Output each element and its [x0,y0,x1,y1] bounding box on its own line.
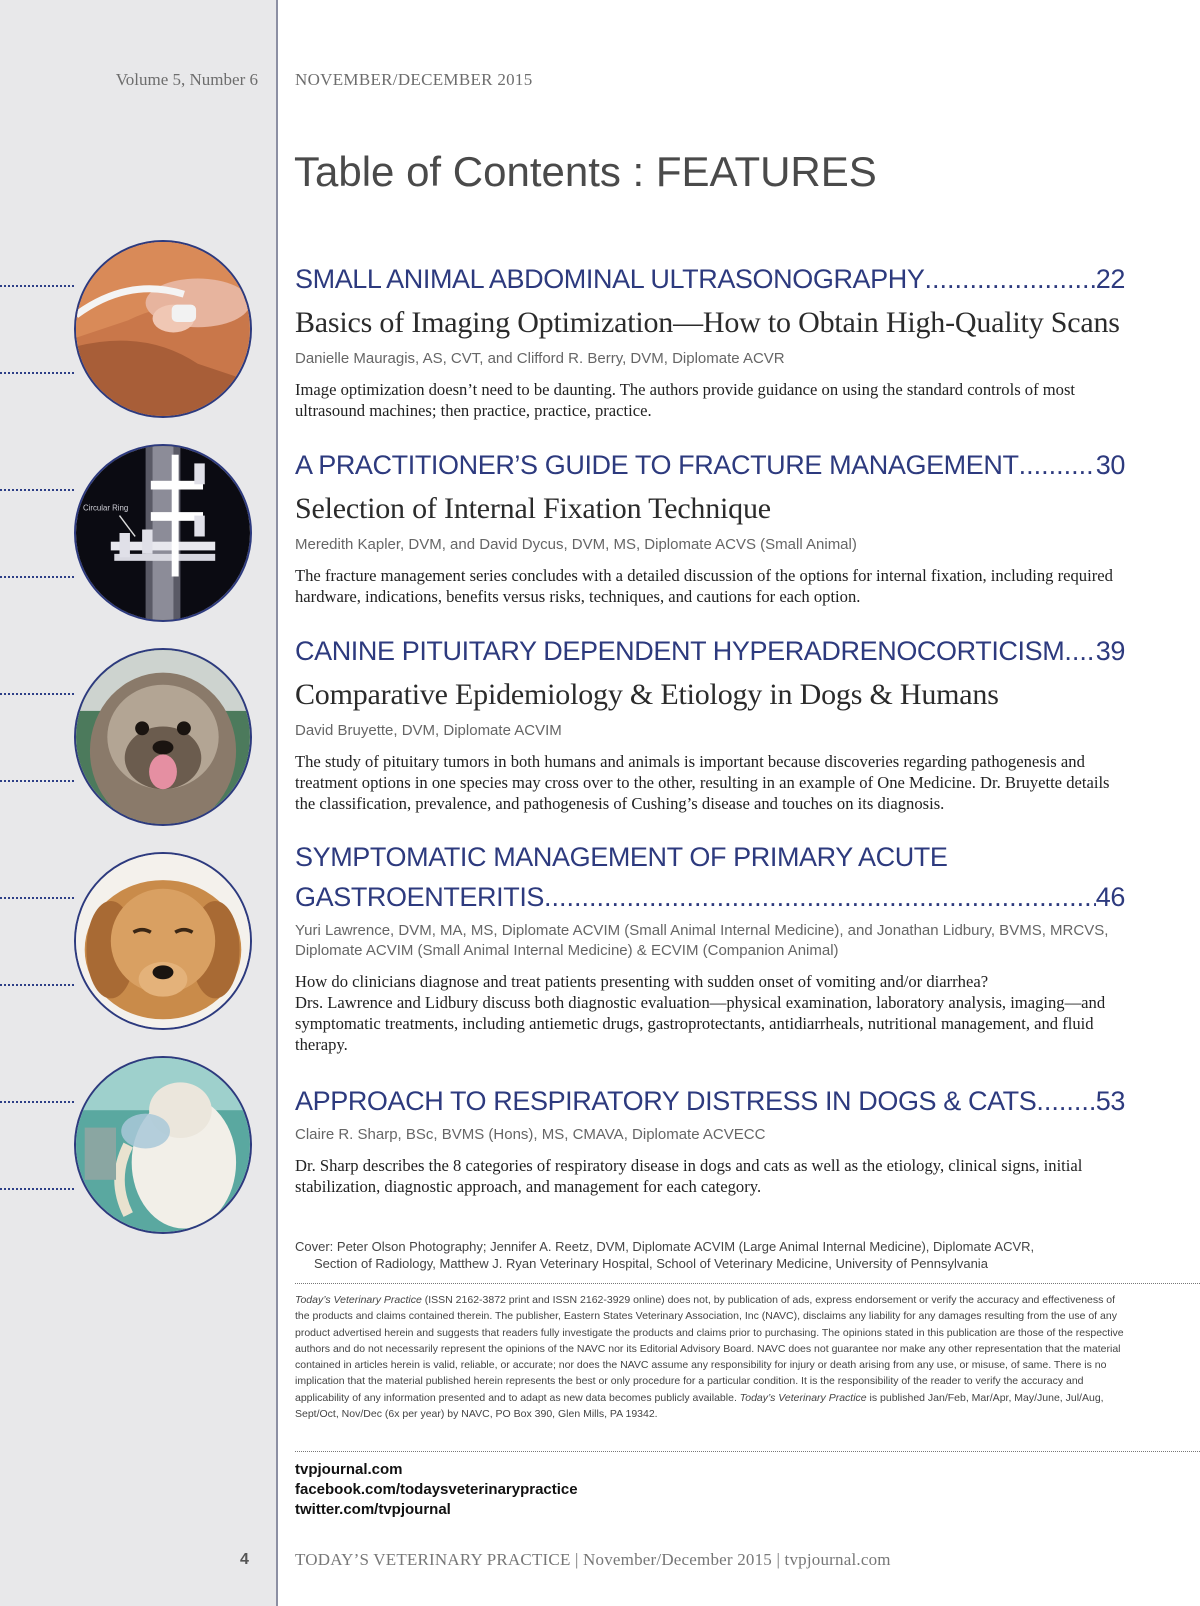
page-number: 30 [1095,450,1125,480]
toc-article[interactable] [295,631,1125,814]
article-title[interactable]: GASTROENTERITIS [295,882,545,912]
article-heading[interactable] [295,259,1125,299]
toc-article[interactable] [295,1081,1125,1197]
xray-label: Circular Ring [82,503,129,513]
sidebar-dotted-line [0,693,74,695]
twitter-link[interactable]: twitter.com/tvpjournal [295,1501,451,1518]
issue-date: NOVEMBER/DECEMBER 2015 [295,70,533,89]
article-authors: Meredith Kapler, DVM, and David Dycus, DVM, MS, Diplomate ACVS (Small Animal) [295,536,857,553]
website-link[interactable]: tvpjournal.com [295,1461,403,1478]
sidebar-dotted-line [0,372,74,374]
journal-name: Today’s Veterinary Practice [295,1294,422,1306]
dot-leader [1019,445,1096,485]
article-subtitle: Basics of Imaging Optimization—How to Obtain High-Quality Scans [295,306,1120,339]
sidebar-dotted-line [0,1188,74,1190]
article-description: The fracture management series concludes with a detailed discussion of the options for internal fixation, including required hardware, indications, benefits versus risks, techniques, and cautions for each option. [295,566,1113,606]
toc-article[interactable] [295,259,1125,421]
article-description [295,971,1125,1055]
cover-credit [295,1238,1125,1272]
dot-leader [924,259,1095,299]
dot-leader [544,877,1096,917]
oxygen-mask-dog-photo [74,1056,252,1234]
footer-text: TODAY’S VETERINARY PRACTICE | November/December 2015 | tvpjournal.com [295,1550,891,1569]
article-title[interactable]: SMALL ANIMAL ABDOMINAL ULTRASONOGRAPHY [295,264,925,294]
sidebar-dotted-line [0,576,74,578]
article-heading-line1[interactable]: SYMPTOMATIC MANAGEMENT OF PRIMARY ACUTE [295,842,948,872]
toc-article[interactable] [295,837,1125,1055]
sidebar-dotted-line [0,897,74,899]
xray-fixation-photo [74,444,252,622]
article-authors: Yuri Lawrence, DVM, MA, MS, Diplomate ACVIM (Small Animal Internal Medicine), and Jonathan Lidbury, BVMS, MRCVS, Diplomate ACVIM (Small Animal Internal Medicine) & ECVIM (Companion Animal) [295,922,1109,959]
article-subtitle: Selection of Internal Fixation Technique [295,492,771,525]
legal-disclaimer [295,1292,1125,1422]
article-description: Dr. Sharp describes the 8 categories of respiratory disease in dogs and cats as well as the etiology, clinical signs, initial stabilization, diagnostic approach, and management for each category. [295,1156,1083,1196]
page-title: Table of Contents : FEATURES [294,148,877,195]
legal-text: (ISSN 2162-3872 print and ISSN 2162-3929 online) does not, by publication of ads, express endorsement or verify the accuracy and effectiveness of the products and claims contained therein. The publisher, Eastern States Veterinary Association, Inc (NAVC), disclaims any liability for any damages resulting from the use of any product advertised herein and suggests that readers fully investigate the products and claims prior to purchasing. The opinions stated in this publication are those of the respective authors and do not necessarily represent the opinions of the NAVC nor its Editorial Advisory Board. NAVC does not guarantee nor make any other representation that the material contained in articles herein is valid, reliable, or accurate; nor does the NAVC assume any responsibility for injury or death arising from any use, or misuse, of same. There is no implication that the material published herein represents the best or only procedure for a particular condition. It is the responsibility of the reader to verify the accuracy and applicability of any information presented and to adapt as new data becomes publicly available. [295,1294,1124,1404]
ultrasound-exam-photo [74,240,252,418]
sidebar-dotted-line [0,780,74,782]
article-authors: David Bruyette, DVM, Diplomate ACVIM [295,722,562,739]
article-heading[interactable] [295,877,1125,917]
toc-article[interactable] [295,445,1125,607]
dot-leader [1064,631,1095,671]
article-authors: Claire R. Sharp, BSc, BVMS (Hons), MS, CMAVA, Diplomate ACVECC [295,1126,766,1143]
facebook-link[interactable]: facebook.com/todaysveterinarypractice [295,1481,578,1498]
cover-credit-line: Section of Radiology, Matthew J. Ryan Veterinary Hospital, School of Veterinary Medicine, University of Pennsylvania [314,1256,988,1271]
article-title[interactable]: CANINE PITUITARY DEPENDENT HYPERADRENOCORTICISM [295,636,1065,666]
sidebar-dotted-line [0,984,74,986]
article-title[interactable]: A PRACTITIONER’S GUIDE TO FRACTURE MANAGEMENT [295,450,1019,480]
article-description-line: How do clinicians diagnose and treat patients presenting with sudden onset of vomiting and/or diarrhea? [295,972,989,991]
footer-page-number: 4 [240,1551,249,1568]
article-subtitle: Comparative Epidemiology & Etiology in Dogs & Humans [295,678,999,711]
sidebar-dotted-line [0,489,74,491]
divider [295,1451,1200,1452]
sidebar-dotted-line [0,285,74,287]
article-title[interactable]: APPROACH TO RESPIRATORY DISTRESS IN DOGS & CATS [295,1086,1037,1116]
sidebar-dotted-line [0,1101,74,1103]
social-links [295,1460,578,1520]
divider [295,1283,1200,1284]
article-description-line: Drs. Lawrence and Lidbury discuss both diagnostic evaluation—physical examination, laboratory analysis, imaging—and symptomatic treatments, including antiemetic drugs, gastroprotectants, antidiarrheals, nutritional management, and fluid therapy. [295,993,1106,1054]
golden-retriever-photo [74,852,252,1030]
legal-text: is published Jan/Feb, Mar/Apr, May/June, Jul/Aug, Sept/Oct, Nov/Dec (6x per year) by NAVC, PO Box 390, Glen Mills, PA 19342. [295,1391,1104,1421]
dot-leader [1036,1081,1095,1121]
article-description: Image optimization doesn’t need to be daunting. The authors provide guidance on using the standard controls of most ultrasound machines; then practice, practice, practice. [295,380,1076,420]
cover-credit-line: Cover: Peter Olson Photography; Jennifer A. Reetz, DVM, Diplomate ACVIM (Large Animal Internal Medicine), Diplomate ACVR, [295,1239,1035,1254]
journal-name: Today’s Veterinary Practice [739,1391,867,1404]
article-authors: Danielle Mauragis, AS, CVT, and Clifford R. Berry, DVM, Diplomate ACVR [295,350,785,367]
page-number: 53 [1095,1086,1125,1116]
article-heading[interactable] [295,631,1125,671]
page-number: 22 [1095,264,1125,294]
page-number: 39 [1095,636,1125,666]
page-number: 46 [1095,882,1125,912]
shaggy-dog-photo [74,648,252,826]
article-heading[interactable] [295,1081,1125,1121]
volume-number: Volume 5, Number 6 [115,70,258,89]
article-heading[interactable] [295,445,1125,485]
article-description: The study of pituitary tumors in both humans and animals is important because discoveries regarding pathogenesis and treatment options in one species may cross over to the other, resulting in an example of One Medicine. Dr. Bruyette details the classification, prevalence, and pathogenesis of Cushing’s disease and touches on its diagnosis. [295,752,1110,813]
